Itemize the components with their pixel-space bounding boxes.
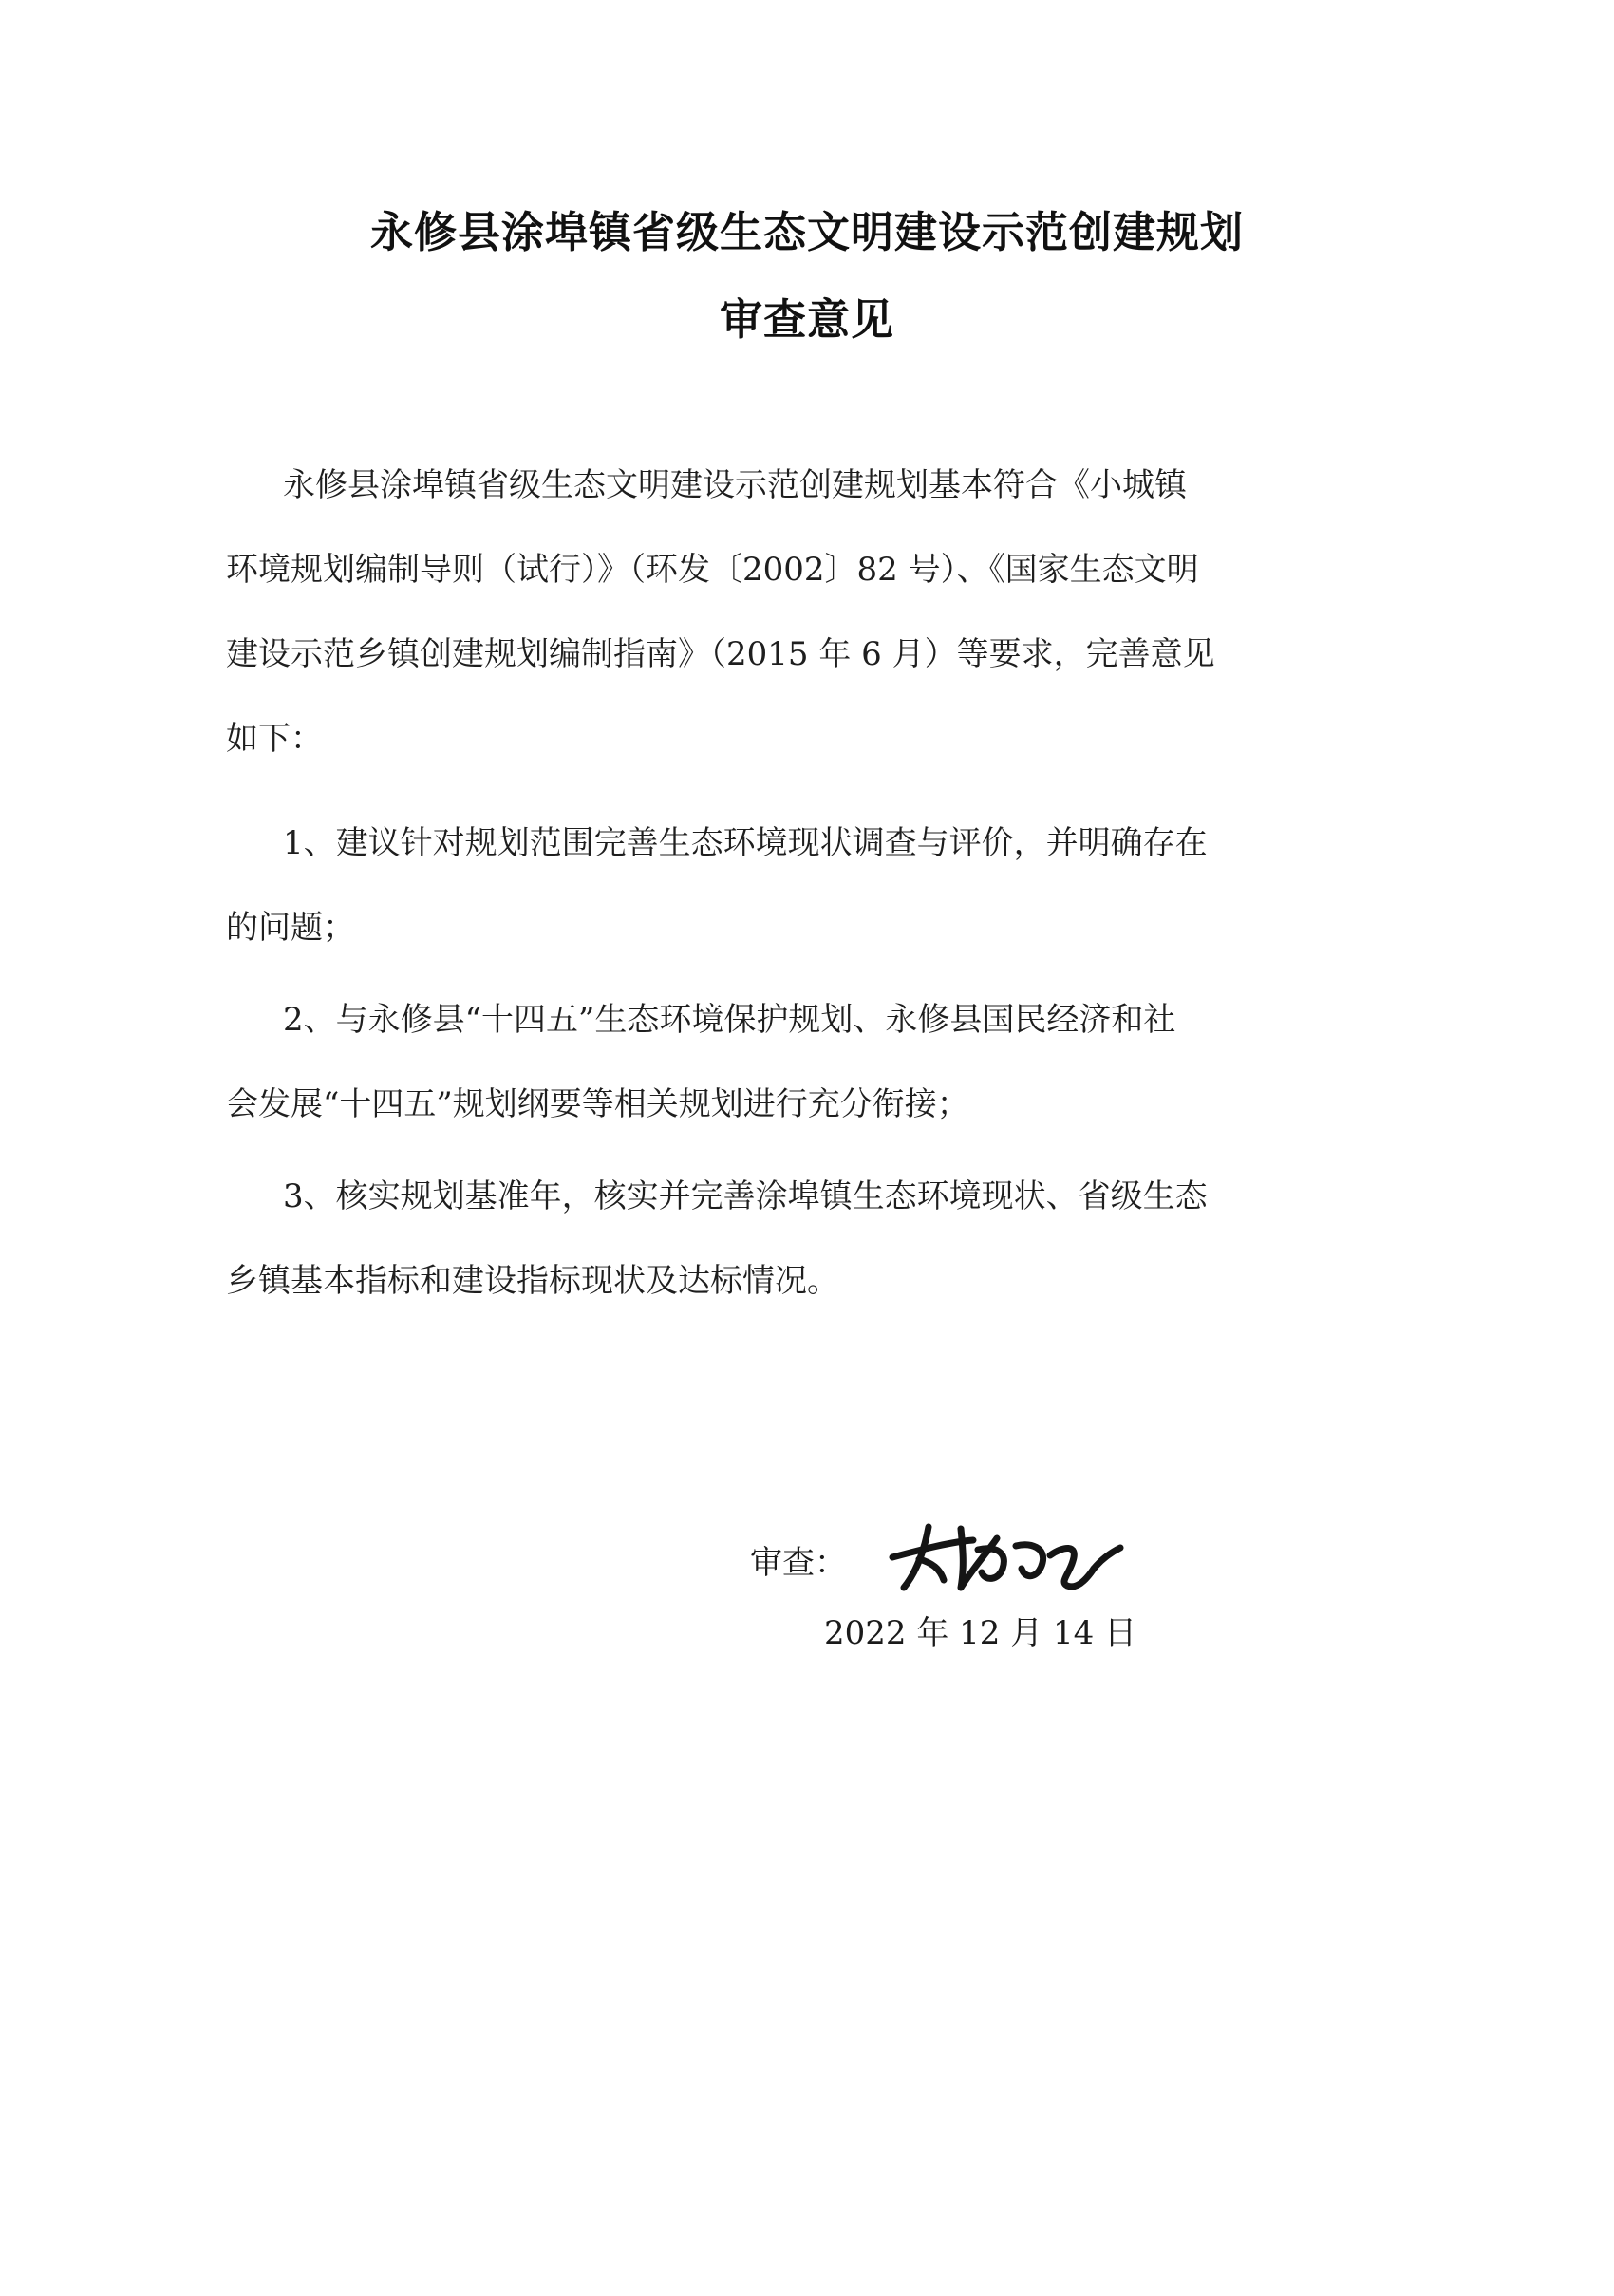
document-title: 永修县涂埠镇省级生态文明建设示范创建规划 <box>369 207 1244 257</box>
intro-line-2: 环境规划编制导则（试行）》（环发〔2002〕82 号）、《国家生态文明 <box>226 551 1199 589</box>
item2-line-1: 2、与永修县“十四五”生态环境保护规划、永修县国民经济和社 <box>283 1001 1176 1039</box>
item2-line-2: 会发展“十四五”规划纲要等相关规划进行充分衔接； <box>226 1085 969 1123</box>
item1-line-1: 1、建议针对规划范围完善生态环境现状调查与评价，并明确存在 <box>283 824 1208 862</box>
review-label: 审查： <box>750 1544 847 1582</box>
document-date: 2022 年 12 月 14 日 <box>824 1614 1137 1652</box>
intro-line-1: 永修县涂埠镇省级生态文明建设示范创建规划基本符合《小城镇 <box>283 466 1187 504</box>
handwritten-signature <box>883 1500 1130 1605</box>
intro-line-4: 如下： <box>226 720 323 758</box>
item1-line-2: 的问题； <box>226 909 355 947</box>
item3-line-1: 3、核实规划基准年，核实并完善涂埠镇生态环境现状、省级生态 <box>283 1177 1208 1215</box>
intro-line-3: 建设示范乡镇创建规划编制指南》（2015 年 6 月）等要求，完善意见 <box>226 635 1215 673</box>
document-subtitle: 审查意见 <box>719 294 894 345</box>
signature-block <box>750 1500 1320 1614</box>
item3-line-2: 乡镇基本指标和建设指标现状及达标情况。 <box>226 1262 839 1300</box>
